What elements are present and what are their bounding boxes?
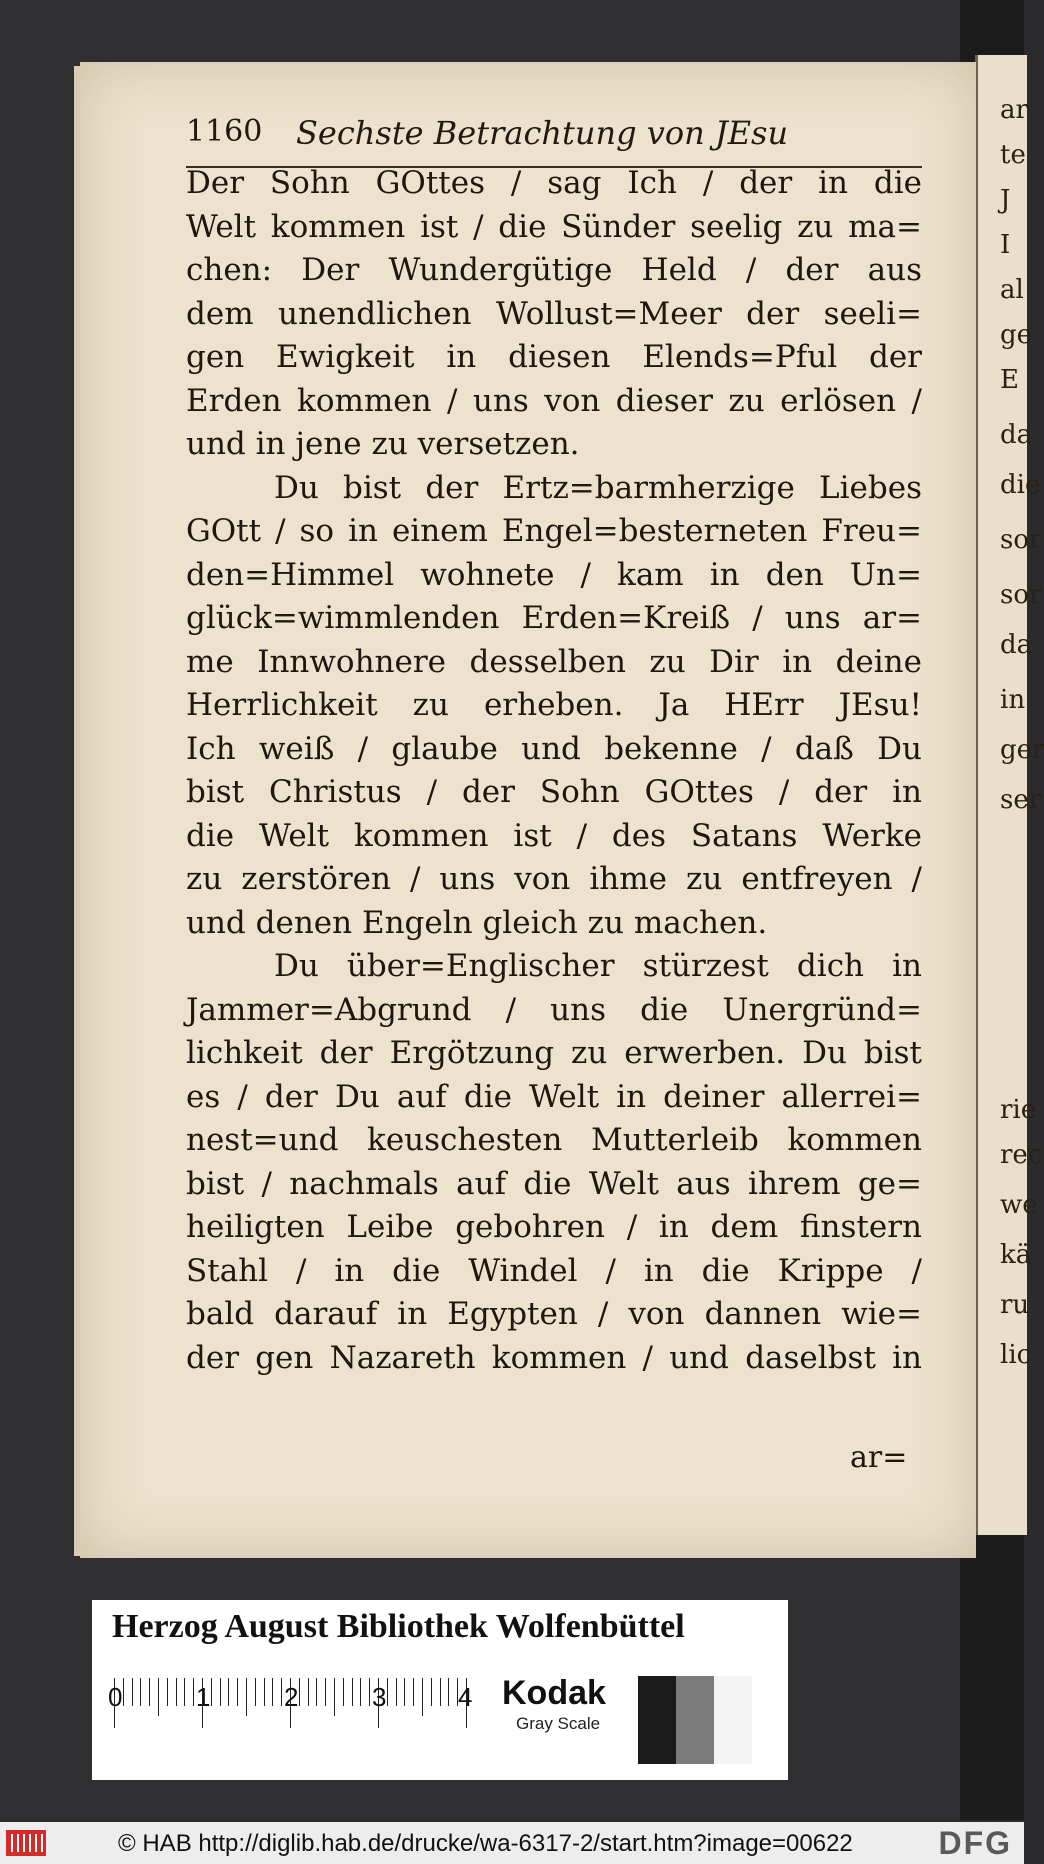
- next-page-fragment: rie: [1000, 1095, 1037, 1125]
- text-line: Jammer=Abgrund / uns die Unergründ=: [186, 991, 922, 1028]
- next-page-fragment: J: [1000, 185, 1011, 215]
- text-line: chen: Der Wundergütige Held / der aus: [186, 252, 922, 288]
- ruler-tick: [176, 1678, 177, 1706]
- next-page-fragment: E: [1000, 365, 1019, 395]
- ruler-tick: [404, 1678, 405, 1706]
- next-page-edge: [975, 55, 1044, 1535]
- ruler-tick: [369, 1678, 370, 1706]
- body-text: [186, 162, 922, 1380]
- ruler-tick: [308, 1678, 309, 1706]
- text-line: nest=und keuschesten Mutterleib kommen: [186, 1122, 922, 1158]
- next-page-fragment: lic: [1000, 1340, 1032, 1370]
- page-number: 1160: [186, 114, 263, 149]
- source-link[interactable]: © HAB http://diglib.hab.de/drucke/wa-6317-2/start.htm?image=00622: [118, 1830, 853, 1857]
- next-page-fragment: al: [1000, 275, 1024, 305]
- ruler-tick: [334, 1678, 335, 1716]
- page-header: [186, 114, 922, 164]
- text-line: dem unendlichen Wollust=Meer der seeli=: [186, 295, 922, 332]
- text-line: me Innwohnere desselben zu Dir in deine: [186, 643, 922, 680]
- text-line: GOtt / so in einem Engel=besterneten Freu=: [186, 513, 922, 549]
- text-line: Ich weiß / glaube und bekenne / daß Du: [186, 730, 922, 767]
- next-page-fragment: I: [1000, 230, 1011, 260]
- next-page-fragment: in: [1000, 685, 1026, 715]
- text-line: bist Christus / der Sohn GOttes / der in: [186, 774, 922, 810]
- ruler-number: 4: [458, 1682, 473, 1712]
- ruler-tick: [132, 1678, 133, 1706]
- text-line: Herrlichkeit zu erheben. Ja HErr JEsu!: [186, 687, 922, 723]
- ruler-tick: [237, 1678, 238, 1706]
- text-line: bist / nachmals auf die Welt aus ihrem ge=: [186, 1165, 922, 1202]
- ruler-tick: [448, 1678, 449, 1706]
- ruler-tick: [246, 1678, 247, 1716]
- book-page: [80, 62, 976, 1558]
- gray-patch-black: [638, 1676, 676, 1764]
- running-title: Sechste Betrachtung von JEsu: [296, 114, 789, 152]
- gray-patch-white: [714, 1676, 752, 1764]
- next-page-fragment: die: [1000, 470, 1041, 500]
- ruler-tick: [352, 1678, 353, 1706]
- ruler-tick: [158, 1678, 159, 1716]
- ruler-tick: [316, 1678, 317, 1706]
- ruler-tick: [211, 1678, 212, 1706]
- ruler-tick: [325, 1678, 326, 1706]
- ruler-tick: [272, 1678, 273, 1706]
- next-page-fragment: ru: [1000, 1290, 1030, 1320]
- ruler-tick: [264, 1678, 265, 1706]
- text-line: Welt kommen ist / die Sünder seelig zu ma=: [186, 208, 922, 245]
- next-page-fragment: da: [1000, 630, 1033, 660]
- ruler-number: 2: [284, 1682, 299, 1712]
- ruler-tick: [387, 1678, 388, 1706]
- ruler-tick: [149, 1678, 150, 1706]
- library-name: Herzog August Bibliothek Wolfenbüttel: [112, 1608, 685, 1645]
- next-page-fragment: te: [1000, 140, 1026, 170]
- gray-scale-label: Gray Scale: [516, 1714, 601, 1733]
- ruler-tick: [184, 1678, 185, 1706]
- text-line: die Welt kommen ist / des Satans Werke: [186, 817, 922, 854]
- text-line: Stahl / in die Windel / in die Krippe /: [186, 1252, 922, 1289]
- hab-logo-icon: [6, 1828, 46, 1858]
- ruler-tick: [413, 1678, 414, 1706]
- ruler-tick: [440, 1678, 441, 1706]
- next-page-fragment: da: [1000, 420, 1033, 450]
- gray-patch-mid: [676, 1676, 714, 1764]
- text-line: zu zerstören / uns von ihme zu entfreyen /: [186, 861, 922, 897]
- ruler-tick: [431, 1678, 432, 1706]
- text-line: und in jene zu versetzen.: [186, 426, 580, 462]
- text-line: heiligten Leibe gebohren / in dem finstern: [186, 1209, 922, 1245]
- next-page-fragment: sor: [1000, 580, 1042, 610]
- text-line: Du bist der Ertz=barmherzige Liebes: [274, 469, 922, 506]
- ruler-number: 0: [108, 1682, 123, 1712]
- ruler-number: 1: [196, 1682, 211, 1712]
- color-card: [92, 1600, 788, 1780]
- text-line: gen Ewigkeit in diesen Elends=Pful der: [186, 339, 922, 375]
- dfg-logo: DFG: [938, 1825, 1012, 1861]
- next-page-fragment: sor: [1000, 525, 1042, 555]
- footer-bar: [0, 1822, 1024, 1864]
- next-page-fragment: we: [1000, 1190, 1038, 1220]
- next-page-fragment: ge: [1000, 320, 1033, 350]
- text-line: lichkeit der Ergötzung zu erwerben. Du bist: [186, 1035, 922, 1071]
- ruler-tick: [220, 1678, 221, 1706]
- ruler-tick: [193, 1678, 194, 1706]
- text-line: Der Sohn GOttes / sag Ich / der in die: [186, 165, 922, 201]
- text-line: und denen Engeln gleich zu machen.: [186, 904, 768, 941]
- ruler-tick: [396, 1678, 397, 1706]
- next-page-fragment: ger: [1000, 735, 1044, 765]
- ruler-tick: [228, 1678, 229, 1706]
- ruler-tick: [422, 1678, 423, 1716]
- catchword: ar=: [850, 1440, 908, 1475]
- ruler-tick: [167, 1678, 168, 1706]
- ruler-tick: [281, 1678, 282, 1706]
- ruler-tick: [123, 1678, 124, 1706]
- text-line: glück=wimmlenden Erden=Kreiß / uns ar=: [186, 600, 922, 636]
- text-line: bald darauf in Egypten / von dannen wie=: [186, 1296, 922, 1332]
- next-page-fragment: kä: [1000, 1240, 1032, 1270]
- next-page-fragment: ar: [1000, 95, 1028, 125]
- ruler-tick: [255, 1678, 256, 1706]
- next-page-fragment: rec: [1000, 1140, 1043, 1170]
- ruler-tick: [140, 1678, 141, 1706]
- ruler-number: 3: [372, 1682, 387, 1712]
- text-line: Du über=Englischer stürzest dich in: [274, 948, 922, 984]
- text-line: der gen Nazareth kommen / und daselbst in: [186, 1339, 922, 1376]
- text-line: es / der Du auf die Welt in deiner allerrei=: [186, 1078, 922, 1115]
- text-line: den=Himmel wohnete / kam in den Un=: [186, 556, 922, 593]
- text-line: Erden kommen / uns von dieser zu erlösen /: [186, 382, 922, 419]
- ruler-tick: [299, 1678, 300, 1706]
- kodak-logo: Kodak: [502, 1674, 606, 1712]
- next-page-fragment: ser: [1000, 785, 1042, 815]
- ruler-tick: [343, 1678, 344, 1706]
- ruler-tick: [360, 1678, 361, 1706]
